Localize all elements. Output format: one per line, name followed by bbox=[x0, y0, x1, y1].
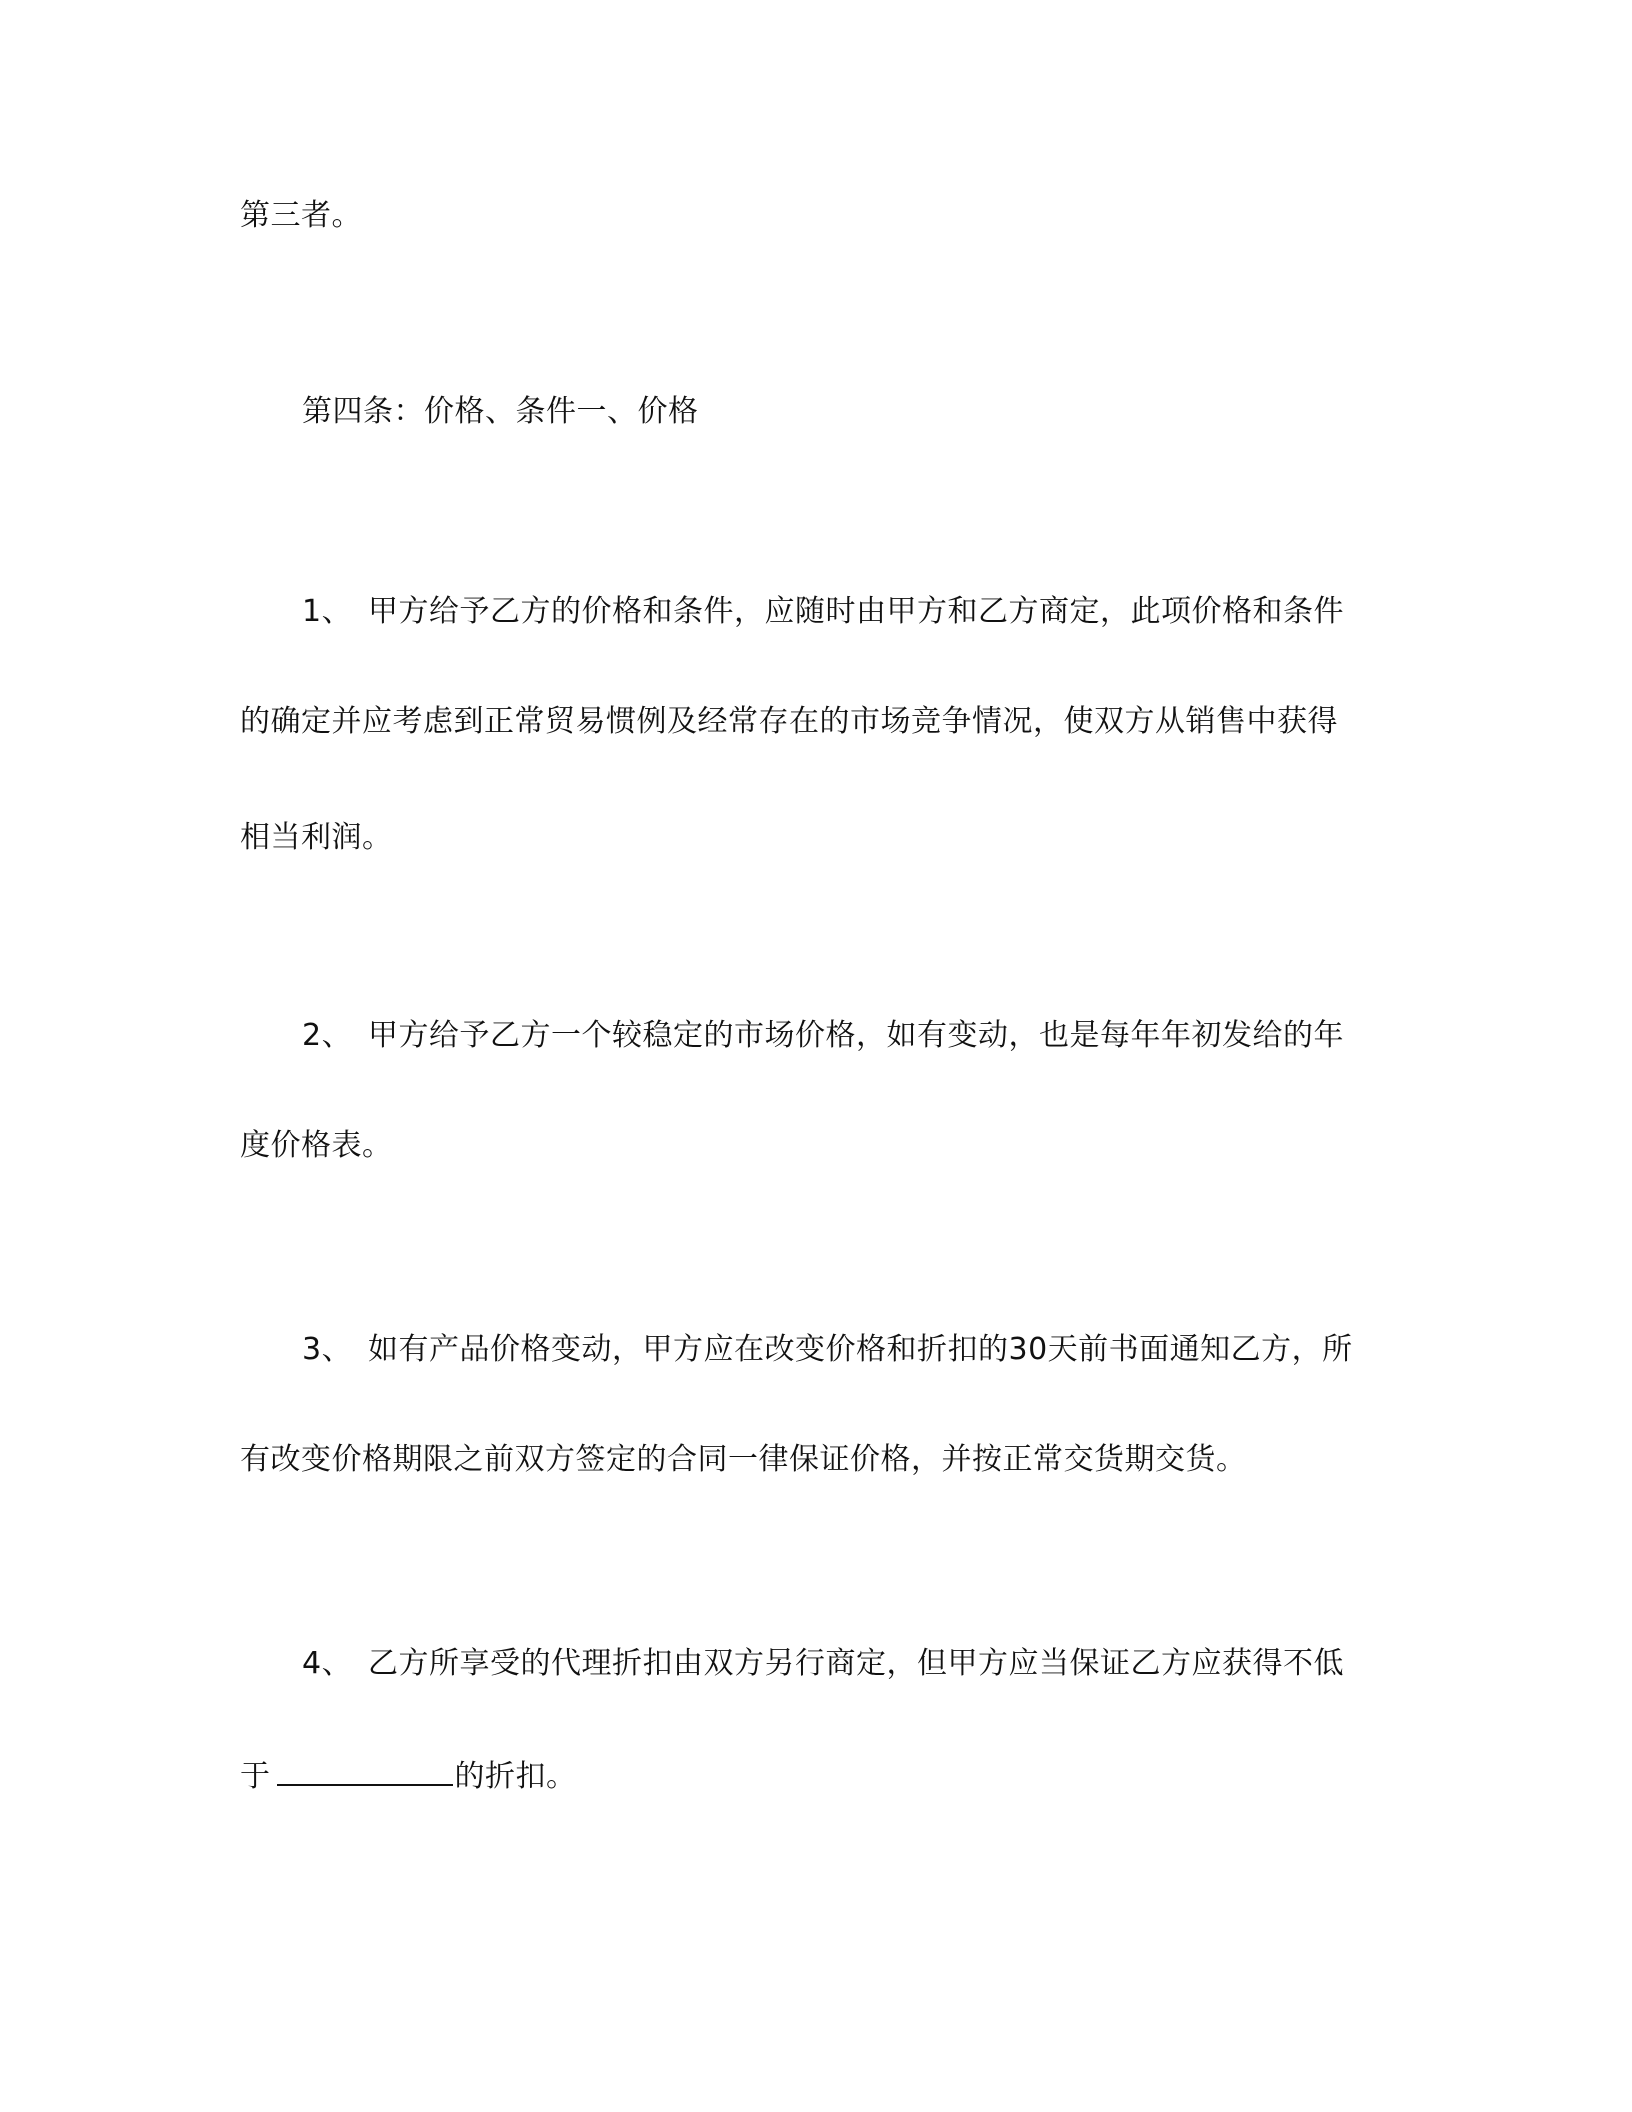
paragraph-1-line-3 bbox=[240, 818, 393, 858]
paragraph-4-line-2 bbox=[240, 1754, 577, 1797]
item-number: 3、 bbox=[302, 1332, 353, 1367]
item-number: 1、 bbox=[302, 594, 353, 629]
section-heading bbox=[302, 392, 699, 432]
paragraph-3-line-1 bbox=[302, 1330, 1353, 1370]
line-text: 相当利润。 bbox=[240, 820, 393, 855]
paragraph-3-line-2 bbox=[240, 1440, 1247, 1480]
line-text: 的确定并应考虑到正常贸易惯例及经常存在的市场竞争情况，使双方从销售中获得 bbox=[240, 704, 1338, 739]
fill-in-blank bbox=[277, 1754, 453, 1786]
item-number: 2、 bbox=[302, 1018, 353, 1053]
line-text: 第三者。 bbox=[240, 198, 362, 233]
line-text-prefix: 于 bbox=[240, 1759, 271, 1794]
paragraph-2-line-2 bbox=[240, 1126, 393, 1166]
paragraph-2-line-1 bbox=[302, 1016, 1344, 1056]
line-text: 甲方给予乙方的价格和条件，应随时由甲方和乙方商定，此项价格和条件 bbox=[368, 594, 1344, 629]
line-text: 如有产品价格变动，甲方应在改变价格和折扣的30天前书面通知乙方，所 bbox=[368, 1332, 1353, 1367]
line-text-suffix: 的折扣。 bbox=[454, 1759, 577, 1794]
line-text: 乙方所享受的代理折扣由双方另行商定，但甲方应当保证乙方应获得不低 bbox=[368, 1646, 1344, 1681]
text-line-continuation bbox=[240, 196, 362, 236]
heading-text: 第四条：价格、条件一、价格 bbox=[302, 394, 699, 429]
line-text: 有改变价格期限之前双方签定的合同一律保证价格，并按正常交货期交货。 bbox=[240, 1442, 1247, 1477]
item-number: 4、 bbox=[302, 1646, 353, 1681]
paragraph-1-line-1 bbox=[302, 592, 1344, 632]
line-text: 度价格表。 bbox=[240, 1128, 393, 1163]
paragraph-4-line-1 bbox=[302, 1644, 1344, 1684]
paragraph-1-line-2 bbox=[240, 702, 1338, 742]
line-text: 甲方给予乙方一个较稳定的市场价格，如有变动，也是每年年初发给的年 bbox=[368, 1018, 1344, 1053]
